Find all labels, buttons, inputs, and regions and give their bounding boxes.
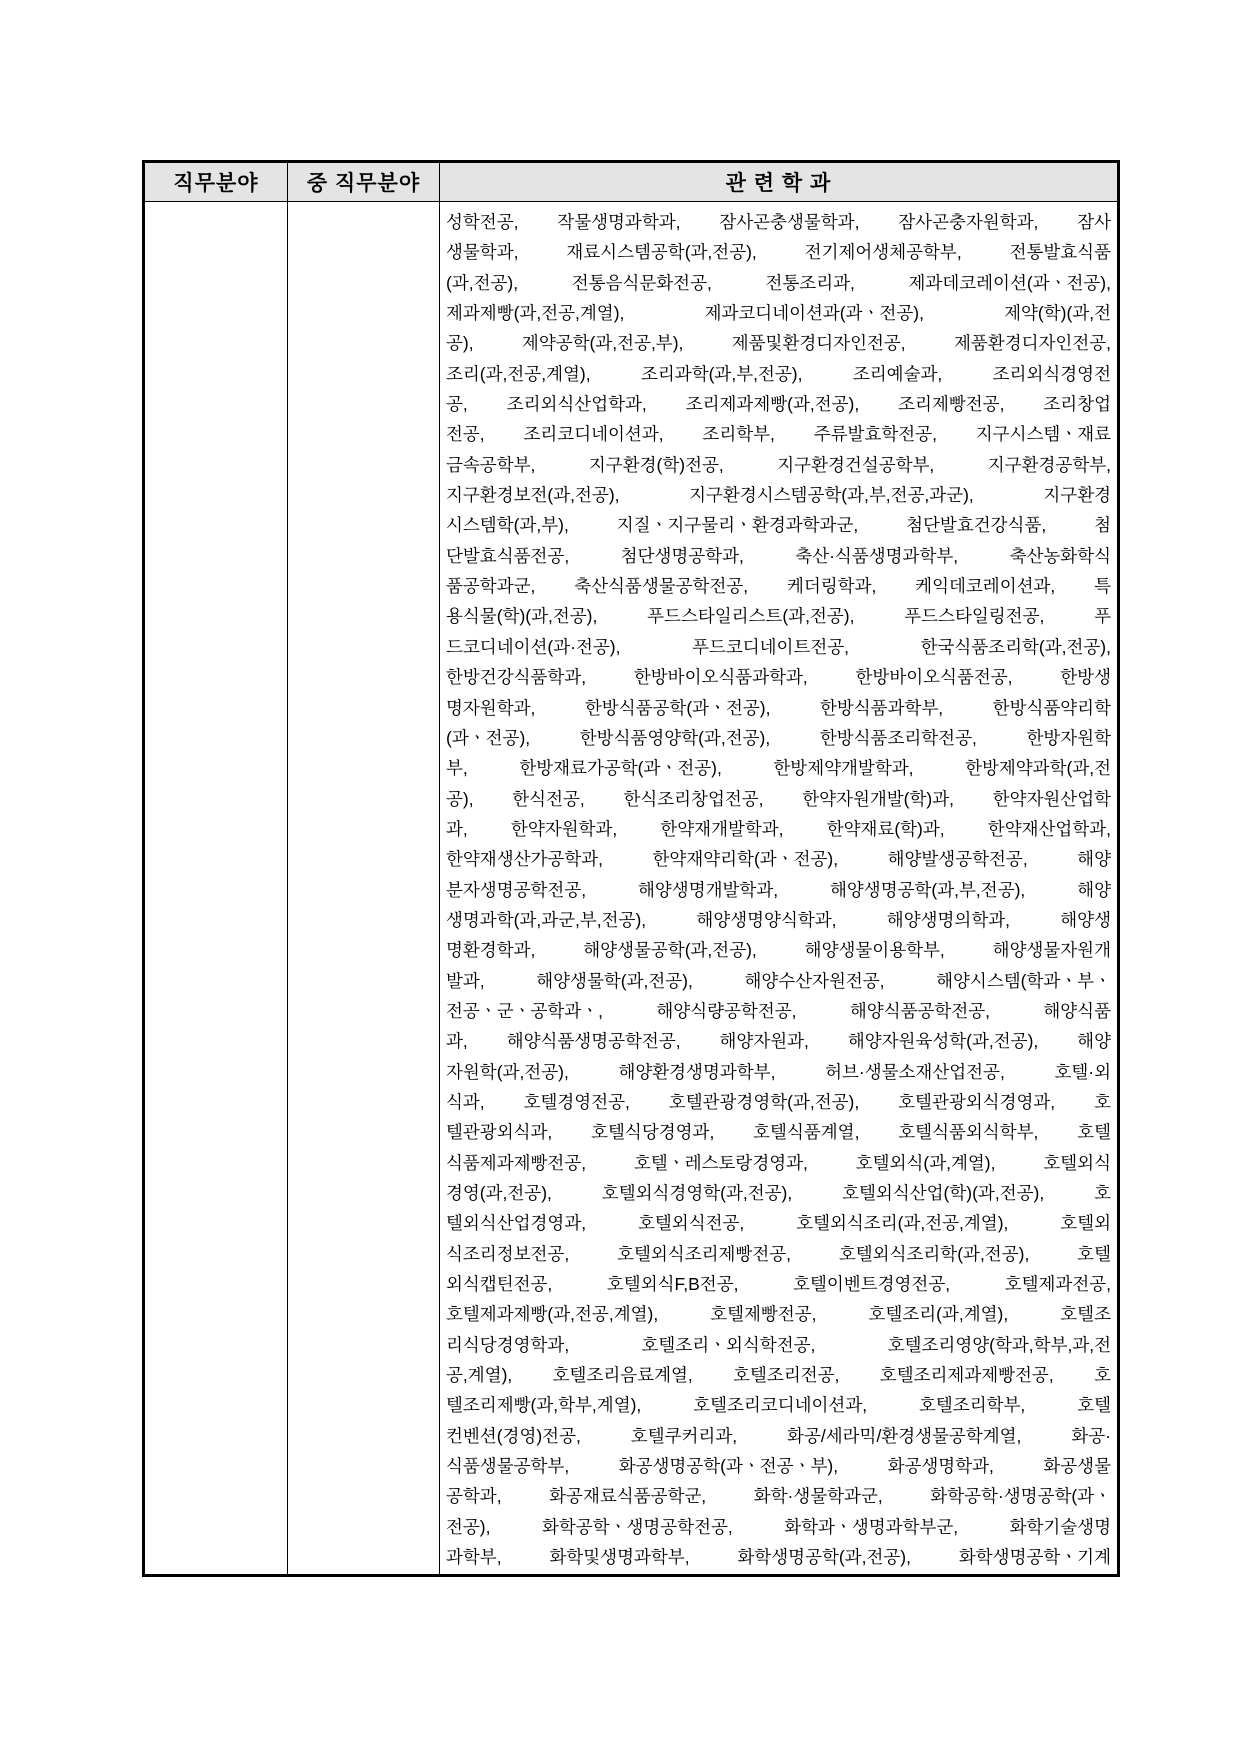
text-line: 공학과, 화공재료식품공학군, 화학·생물학과군, 화학공학·생명공학(과ㆍ: [446, 1486, 1111, 1507]
text-line: 단발효식품전공, 첨단생명공학과, 축산·식품생명과학부, 축산농화학식: [446, 545, 1111, 566]
table-body-row: [144, 202, 1119, 1576]
text-line: 호텔제과제빵(과,전공,계열), 호텔제빵전공, 호텔조리(과,계열), 호텔조: [446, 1304, 1111, 1325]
text-line: 식품제과제빵전공, 호텔ㆍ레스토랑경영과, 호텔외식(과,계열), 호텔외식: [446, 1152, 1111, 1173]
text-line: 성학전공, 작물생명과학과, 잠사곤충생물학과, 잠사곤충자원학과, 잠사: [446, 212, 1111, 232]
text-line: 텔조리제빵(과,학부,계열), 호텔조리코디네이션과, 호텔조리학부, 호텔: [446, 1395, 1111, 1416]
text-line: 드코디네이션(과·전공), 푸드코디네이트전공, 한국식품조리학(과,전공),: [446, 636, 1111, 657]
text-line: 공,계열), 호텔조리음료계열, 호텔조리전공, 호텔조리제과제빵전공, 호: [446, 1365, 1111, 1386]
related-departments-table: [142, 160, 1120, 1577]
text-line: 과, 한약자원학과, 한약재개발학과, 한약재료(학)과, 한약재산업학과,: [446, 818, 1111, 839]
cell-related-departments: [440, 202, 1119, 1576]
text-line: 생물학과, 재료시스템공학(과,전공), 전기제어생체공학부, 전통발효식품: [446, 242, 1111, 263]
text-line: 제과제빵(과,전공,계열), 제과코디네이션과(과ㆍ전공), 제약(학)(과,전: [446, 303, 1111, 324]
cell-mid-job-field: [288, 202, 440, 1576]
text-line: 생명과학(과,과군,부,전공), 해양생명양식학과, 해양생명의학과, 해양생: [446, 909, 1111, 930]
text-line: 전공ㆍ군ㆍ공학과ㆍ, 해양식량공학전공, 해양식품공학전공, 해양식품: [446, 1000, 1111, 1021]
text-line: 식품생물공학부, 화공생명공학(과ㆍ전공ㆍ부), 화공생명학과, 화공생물: [446, 1456, 1111, 1477]
text-line: 품공학과군, 축산식품생물공학전공, 케더링학과, 케익데코레이션과, 특: [446, 576, 1111, 597]
text-line: 텔관광외식과, 호텔식당경영과, 호텔식품계열, 호텔식품외식학부, 호텔: [446, 1122, 1111, 1143]
text-line: 지구환경보전(과,전공), 지구환경시스템공학(과,부,전공,과군), 지구환경: [446, 485, 1111, 506]
related-departments-text: [446, 207, 1111, 1572]
text-line: 금속공학부, 지구환경(학)전공, 지구환경건설공학부, 지구환경공학부,: [446, 454, 1111, 475]
text-line: 발과, 해양생물학(과,전공), 해양수산자원전공, 해양시스템(학과ㆍ부ㆍ: [446, 970, 1111, 991]
text-line: 경영(과,전공), 호텔외식경영학(과,전공), 호텔외식산업(학)(과,전공), 호: [446, 1183, 1111, 1203]
text-line: 과학부, 화학및생명과학부, 화학생명공학(과,전공), 화학생명공학ㆍ기계: [446, 1547, 1111, 1568]
header-related-departments: 관 련 학 과: [440, 162, 1119, 202]
text-line: 외식캡틴전공, 호텔외식F,B전공, 호텔이벤트경영전공, 호텔제과전공,: [446, 1274, 1111, 1295]
text-line: 공, 조리외식산업학과, 조리제과제빵(과,전공), 조리제빵전공, 조리창업: [446, 394, 1111, 415]
text-line: 명환경학과, 해양생물공학(과,전공), 해양생물이용학부, 해양생물자원개: [446, 940, 1111, 961]
text-line: 분자생명공학전공, 해양생명개발학과, 해양생명공학(과,부,전공), 해양: [446, 879, 1111, 900]
text-line: 공), 제약공학(과,전공,부), 제품및환경디자인전공, 제품환경디자인전공,: [446, 333, 1111, 354]
text-line: (과ㆍ전공), 한방식품영양학(과,전공), 한방식품조리학전공, 한방자원학: [446, 727, 1111, 748]
text-line: 공), 한식전공, 한식조리창업전공, 한약자원개발(학)과, 한약자원산업학: [446, 788, 1111, 809]
text-line: 부, 한방재료가공학(과ㆍ전공), 한방제약개발학과, 한방제약과학(과,전: [446, 758, 1111, 779]
text-line: 전공), 화학공학ㆍ생명공학전공, 화학과ㆍ생명과학부군, 화학기술생명: [446, 1516, 1111, 1537]
text-line: 시스템학(과,부), 지질ㆍ지구물리ㆍ환경과학과군, 첨단발효건강식품, 첨: [446, 515, 1111, 536]
text-line: 용식물(학)(과,전공), 푸드스타일리스트(과,전공), 푸드스타일링전공, 푸: [446, 606, 1111, 627]
table-header-row: [144, 162, 1119, 202]
header-job-field: 직무분야: [144, 162, 288, 202]
text-line: 리식당경영학과, 호텔조리ㆍ외식학전공, 호텔조리영양(학과,학부,과,전: [446, 1334, 1111, 1355]
text-line: 식과, 호텔경영전공, 호텔관광경영학(과,전공), 호텔관광외식경영과, 호: [446, 1091, 1111, 1112]
header-mid-job-field: 중 직무분야: [288, 162, 440, 202]
text-line: 텔외식산업경영과, 호텔외식전공, 호텔외식조리(과,전공,계열), 호텔외: [446, 1213, 1111, 1234]
text-line: 명자원학과, 한방식품공학(과ㆍ전공), 한방식품과학부, 한방식품약리학: [446, 697, 1111, 718]
cell-job-field: [144, 202, 288, 1576]
text-line: (과,전공), 전통음식문화전공, 전통조리과, 제과데코레이션(과ㆍ전공),: [446, 272, 1111, 293]
text-line: 컨벤션(경영)전공, 호텔쿠커리과, 화공/세라믹/환경생물공학계열, 화공·: [446, 1425, 1111, 1446]
text-line: 한방건강식품학과, 한방바이오식품과학과, 한방바이오식품전공, 한방생: [446, 667, 1111, 688]
text-line: 전공, 조리코디네이션과, 조리학부, 주류발효학전공, 지구시스템ㆍ재료: [446, 424, 1111, 445]
text-line: 한약재생산가공학과, 한약재약리학(과ㆍ전공), 해양발생공학전공, 해양: [446, 849, 1111, 870]
text-line: 과, 해양식품생명공학전공, 해양자원과, 해양자원육성학(과,전공), 해양: [446, 1031, 1111, 1052]
text-line: 자원학(과,전공), 해양환경생명과학부, 허브·생물소재산업전공, 호텔·외: [446, 1061, 1111, 1082]
text-line: 식조리정보전공, 호텔외식조리제빵전공, 호텔외식조리학(과,전공), 호텔: [446, 1243, 1111, 1264]
text-line: 조리(과,전공,계열), 조리과학(과,부,전공), 조리예술과, 조리외식경영전: [446, 363, 1111, 384]
